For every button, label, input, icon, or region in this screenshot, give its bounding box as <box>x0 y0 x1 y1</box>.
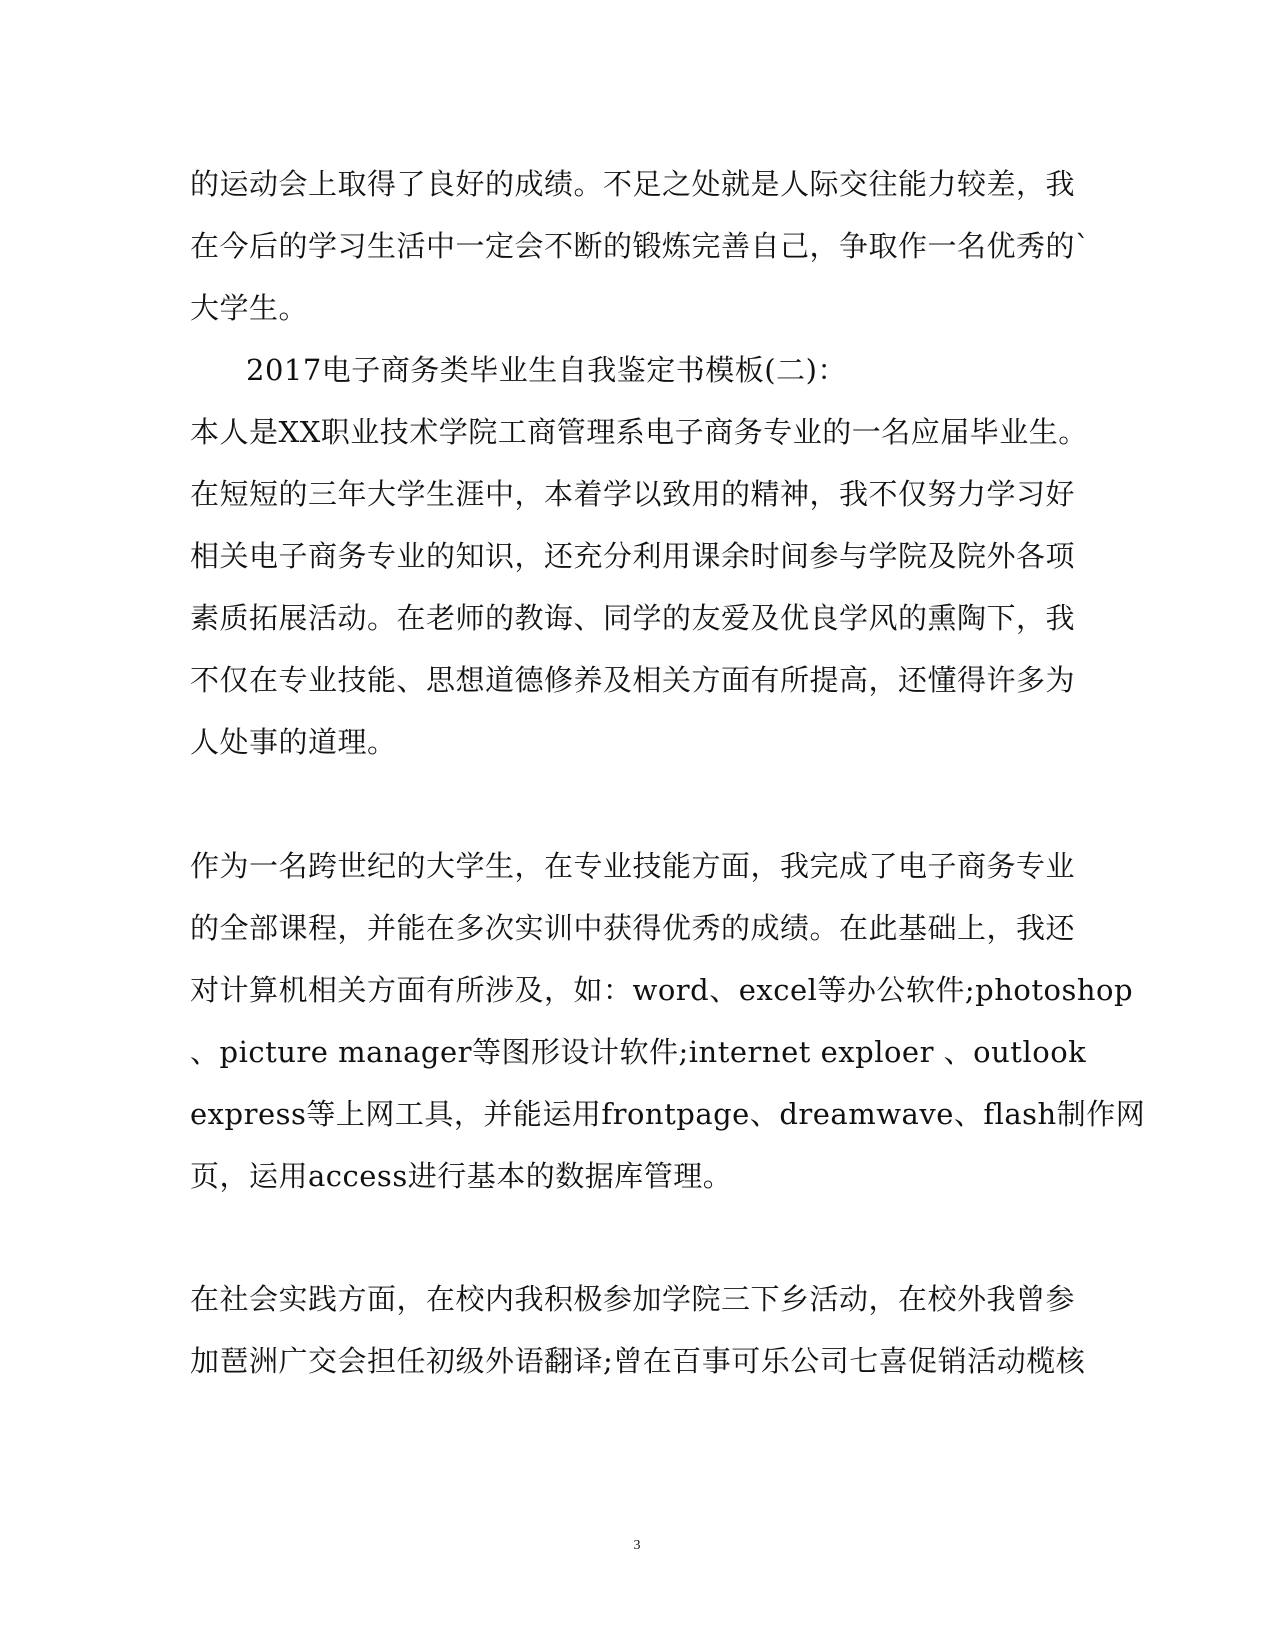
body-text-line: 页，运用access进行基本的数据库管理。 <box>190 1159 733 1193</box>
body-text-line: 在短短的三年大学生涯中，本着学以致用的精神，我不仅努力学习好 <box>190 477 1076 511</box>
body-text-line: 不仅在专业技能、思想道德修养及相关方面有所提高，还懂得许多为 <box>190 663 1076 697</box>
body-text-line: 的运动会上取得了良好的成绩。不足之处就是人际交往能力较差，我 <box>190 167 1076 201</box>
body-text-line: 的全部课程，并能在多次实训中获得优秀的成绩。在此基础上，我还 <box>190 911 1076 945</box>
body-text-line: 大学生。 <box>190 291 309 325</box>
body-text-line: 相关电子商务专业的知识，还充分利用课余时间参与学院及院外各项 <box>190 539 1076 573</box>
body-text-line: 本人是XX职业技术学院工商管理系电子商务专业的一名应届毕业生。 <box>190 415 1088 449</box>
page-number: 3 <box>633 1538 641 1553</box>
body-text-line: 素质拓展活动。在老师的教诲、同学的友爱及优良学风的熏陶下，我 <box>190 601 1076 635</box>
body-text-line: 在今后的学习生活中一定会不断的锻炼完善自己，争取作一名优秀的` <box>190 229 1091 263</box>
body-text-line: 作为一名跨世纪的大学生，在专业技能方面，我完成了电子商务专业 <box>190 849 1076 883</box>
body-text-line: 人处事的道理。 <box>190 725 397 759</box>
body-text-line: 对计算机相关方面有所涉及，如：word、excel等办公软件;photoshop <box>190 973 1134 1007</box>
body-text-line: 加琶洲广交会担任初级外语翻译;曾在百事可乐公司七喜促销活动榄核 <box>190 1344 1086 1378</box>
body-text-line: express等上网工具，并能运用frontpage、dreamwave、flash制作网 <box>190 1097 1146 1131</box>
body-text-line: 、picture manager等图形设计软件;internet exploer 、outlook <box>190 1035 1087 1069</box>
body-text-line: 在社会实践方面，在校内我积极参加学院三下乡活动，在校外我曾参 <box>190 1282 1076 1316</box>
section-heading: 2017电子商务类毕业生自我鉴定书模板(二)： <box>246 353 847 387</box>
